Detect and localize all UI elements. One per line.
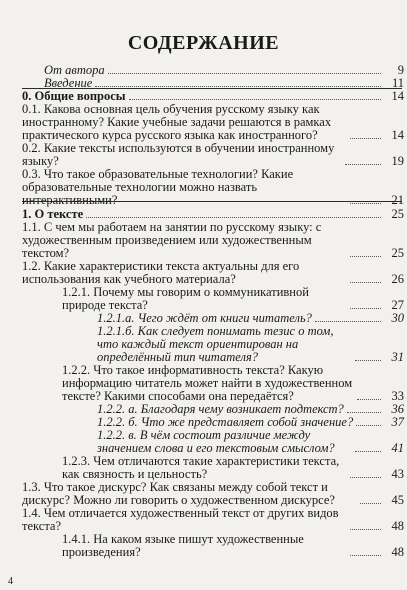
toc-entry[interactable]: 1.1. С чем мы работаем на занятии по русскому языку: с художественным произведением или художественным текстом? 25 bbox=[22, 220, 404, 260]
toc-entry[interactable]: 1.2.3. Чем отличаются такие характеристики текста, как связность и цельность? 43 bbox=[62, 454, 404, 481]
table-of-contents bbox=[22, 64, 404, 559]
toc-entry[interactable]: 1.2.2. а. Благодаря чему возникает подтекст? 36 bbox=[97, 402, 404, 416]
toc-entry[interactable]: 1.3. Что такое дискурс? Как связаны между собой текст и дискурс? Можно ли говорить о художественном дискурсе? 45 bbox=[22, 480, 404, 507]
page-number: 4 bbox=[8, 576, 13, 587]
toc-entry[interactable]: 1.2.2. б. Что же представляет собой значение? 37 bbox=[97, 415, 404, 429]
toc-entry[interactable]: 1.2. Какие характеристики текста актуальны для его использования как учебного материала? 26 bbox=[22, 259, 404, 286]
toc-entry[interactable]: Введение 11 bbox=[44, 76, 404, 90]
toc-entry[interactable]: 1.2.1. Почему мы говорим о коммуникативной природе текста? 27 bbox=[62, 285, 404, 312]
toc-entry[interactable]: 0.2. Какие тексты используются в обучении иностранному языку? 19 bbox=[22, 141, 404, 168]
toc-entry[interactable]: 0. Общие вопросы 14 bbox=[22, 89, 404, 103]
toc-entry[interactable]: 1.2.1.а. Чего ждёт от книги читатель? 30 bbox=[97, 311, 404, 325]
toc-entry[interactable]: 0.1. Какова основная цель обучения русскому языку как иностранному? Какие учебные задачи решаются в рамках практического курса русского языка как иностранного? 14 bbox=[22, 102, 404, 142]
toc-entry[interactable]: 1.2.2. в. В чём состоит различие между значением слова и его текстовым смыслом? 41 bbox=[97, 428, 404, 455]
toc-entry[interactable]: 1. О тексте 25 bbox=[22, 207, 404, 221]
page-title: СОДЕРЖАНИЕ bbox=[127, 32, 280, 54]
toc-entry[interactable]: 0.3. Что такое образовательные технологии? Какие образовательные технологии можно назвать интерактивными? 21 bbox=[22, 167, 404, 207]
toc-entry[interactable]: 1.4.1. На каком языке пишут художественные произведения? 48 bbox=[62, 532, 404, 559]
toc-entry[interactable]: От автора 9 bbox=[44, 63, 404, 77]
toc-entry[interactable]: 1.2.1.б. Как следует понимать тезис о том, что каждый текст ориентирован на определённый тип читателя? 31 bbox=[97, 324, 404, 364]
toc-entry[interactable]: 1.2.2. Что такое информативность текста? Какую информацию читатель может найти в художественном тексте? Какими способами она передаётся? 33 bbox=[62, 363, 404, 403]
toc-entry[interactable]: 1.4. Чем отличается художественный текст от других видов текста? 48 bbox=[22, 506, 404, 533]
